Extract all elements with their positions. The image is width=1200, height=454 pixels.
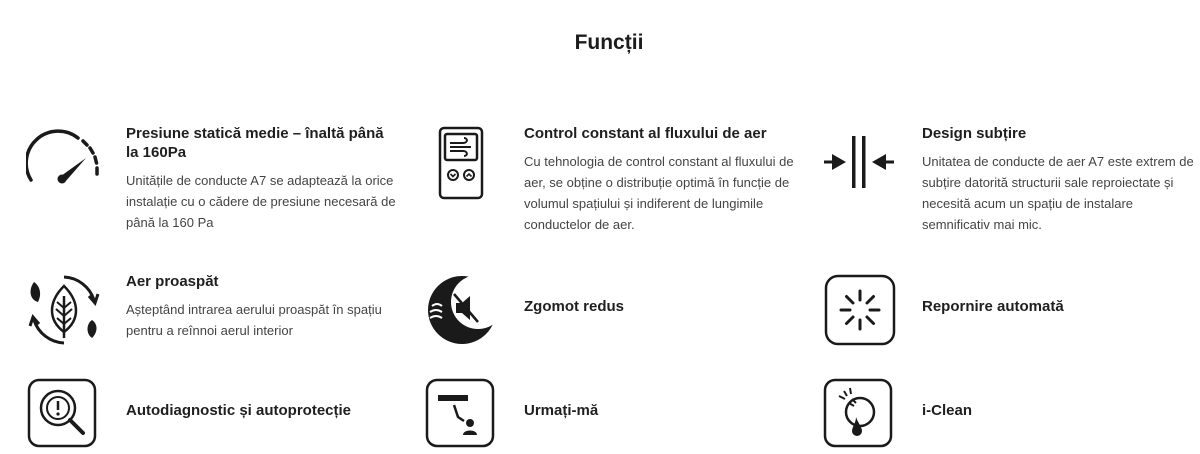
feature-description: Așteptând intrarea aerului proaspăt în spațiu pentru a reînnoi aerul interior [126, 302, 382, 338]
feature-title: Design subțire [922, 125, 1027, 142]
feature-title: Urmați-mă [524, 402, 599, 419]
fresh-air-leaf-icon [26, 272, 102, 348]
feature-description: Cu tehnologia de control constant al fluxului de aer, se obține o distribuție optimă în funcție de volumul spațiului și indiferent de lungimile conductelor de aer. [524, 154, 794, 232]
airflow-controller-icon [424, 124, 500, 200]
feature-title: Presiune statică medie – înaltă până la 160Pa [126, 125, 384, 161]
feature-title: Autodiagnostic și autoprotecție [126, 402, 352, 419]
slim-design-icon [822, 124, 898, 200]
feature-title: Control constant al fluxului de aer [524, 125, 767, 142]
feature-title: i-Clean [922, 402, 973, 419]
i-clean-icon [822, 377, 898, 453]
feature-title: Zgomot redus [524, 298, 624, 315]
follow-me-icon [424, 377, 500, 453]
auto-restart-icon [822, 272, 898, 348]
feature-description: Unitățile de conducte A7 se adaptează la orice instalație cu o cădere de presiune necesară de până la 160 Pa [126, 173, 396, 230]
low-noise-icon [424, 272, 500, 348]
feature-title: Aer proaspăt [126, 273, 219, 290]
feature-description: Unitatea de conducte de aer A7 este extrem de subțire datorită structurii sale reproiectate și necesită acum un spațiu de instalare semnificativ mai mic. [922, 154, 1194, 232]
pressure-gauge-icon [26, 124, 102, 200]
feature-title: Repornire automată [922, 298, 1064, 315]
self-diagnosis-icon [26, 377, 102, 453]
page-title: Funcții [574, 31, 644, 54]
